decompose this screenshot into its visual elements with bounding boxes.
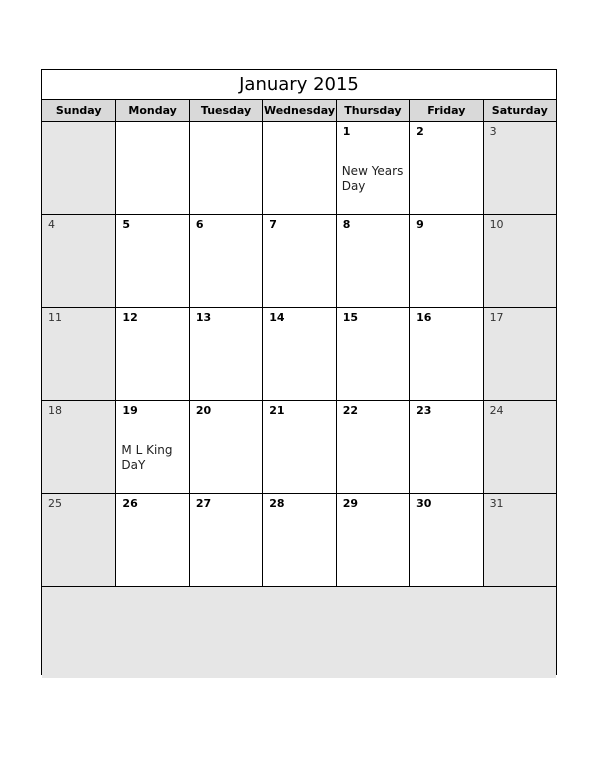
day-cell <box>336 494 409 587</box>
day-cell <box>189 308 262 401</box>
dow-monday: Monday <box>115 100 188 121</box>
day-number: 25 <box>48 497 62 510</box>
dow-saturday: Saturday <box>483 100 556 121</box>
day-number: 24 <box>489 404 504 417</box>
day-cell <box>42 494 115 587</box>
dow-friday: Friday <box>409 100 482 121</box>
day-number: 19 <box>122 404 138 417</box>
day-number: 1 <box>342 125 351 138</box>
day-cell <box>409 308 482 401</box>
day-number: 31 <box>489 497 504 510</box>
day-number: 29 <box>342 497 359 510</box>
day-number: 7 <box>269 218 277 231</box>
day-number: 18 <box>48 404 62 417</box>
day-number: 11 <box>48 311 62 324</box>
day-cell <box>483 494 556 587</box>
day-cell <box>336 122 409 215</box>
day-number: 10 <box>489 218 504 231</box>
day-cell <box>483 215 556 308</box>
calendar-title: January 2015 <box>42 70 556 100</box>
day-number: 6 <box>195 218 204 231</box>
notes-area <box>42 587 556 678</box>
day-number: 9 <box>416 218 424 231</box>
day-cell <box>409 215 482 308</box>
dow-sunday: Sunday <box>55 104 102 117</box>
dow-wednesday: Wednesday <box>262 100 335 121</box>
day-cell <box>483 122 556 215</box>
day-number: 3 <box>489 125 497 138</box>
day-cell <box>336 215 409 308</box>
day-number: 14 <box>269 311 285 324</box>
day-cell <box>262 308 335 401</box>
day-number: 22 <box>342 404 359 417</box>
day-number: 17 <box>489 311 504 324</box>
day-cell <box>115 215 188 308</box>
day-cell <box>262 494 335 587</box>
calendar <box>41 69 557 675</box>
day-number: 5 <box>122 218 131 231</box>
day-cell <box>189 494 262 587</box>
day-number: 20 <box>195 404 212 417</box>
day-cell <box>42 308 115 401</box>
day-cell <box>336 401 409 494</box>
day-cell <box>42 122 115 215</box>
day-number: 21 <box>269 404 285 417</box>
dow-thursday: Thursday <box>336 100 409 121</box>
day-event: New Years Day <box>341 164 404 193</box>
day-of-week-header <box>42 100 556 122</box>
day-number: 16 <box>416 311 432 324</box>
day-cell <box>42 215 115 308</box>
day-event: M L King DaY <box>121 443 173 472</box>
day-cell <box>115 494 188 587</box>
day-number: 28 <box>269 497 285 510</box>
day-cell <box>262 401 335 494</box>
calendar-grid <box>42 122 556 587</box>
day-number: 23 <box>416 404 432 417</box>
day-cell <box>409 122 482 215</box>
day-number: 8 <box>342 218 351 231</box>
day-number: 13 <box>195 311 212 324</box>
day-number: 12 <box>122 311 138 324</box>
day-cell <box>189 215 262 308</box>
day-cell <box>483 308 556 401</box>
day-cell <box>189 401 262 494</box>
day-number: 30 <box>416 497 432 510</box>
day-number: 26 <box>122 497 138 510</box>
day-cell <box>409 401 482 494</box>
day-cell <box>483 401 556 494</box>
day-cell <box>336 308 409 401</box>
day-cell <box>115 308 188 401</box>
day-number: 4 <box>48 218 55 231</box>
day-number: 2 <box>416 125 424 138</box>
day-cell <box>189 122 262 215</box>
day-cell <box>115 122 188 215</box>
day-cell <box>262 122 335 215</box>
day-cell <box>42 401 115 494</box>
day-number: 15 <box>342 311 359 324</box>
dow-tuesday: Tuesday <box>189 100 262 121</box>
day-cell <box>115 401 188 494</box>
day-cell <box>409 494 482 587</box>
day-cell <box>262 215 335 308</box>
day-number: 27 <box>195 497 212 510</box>
